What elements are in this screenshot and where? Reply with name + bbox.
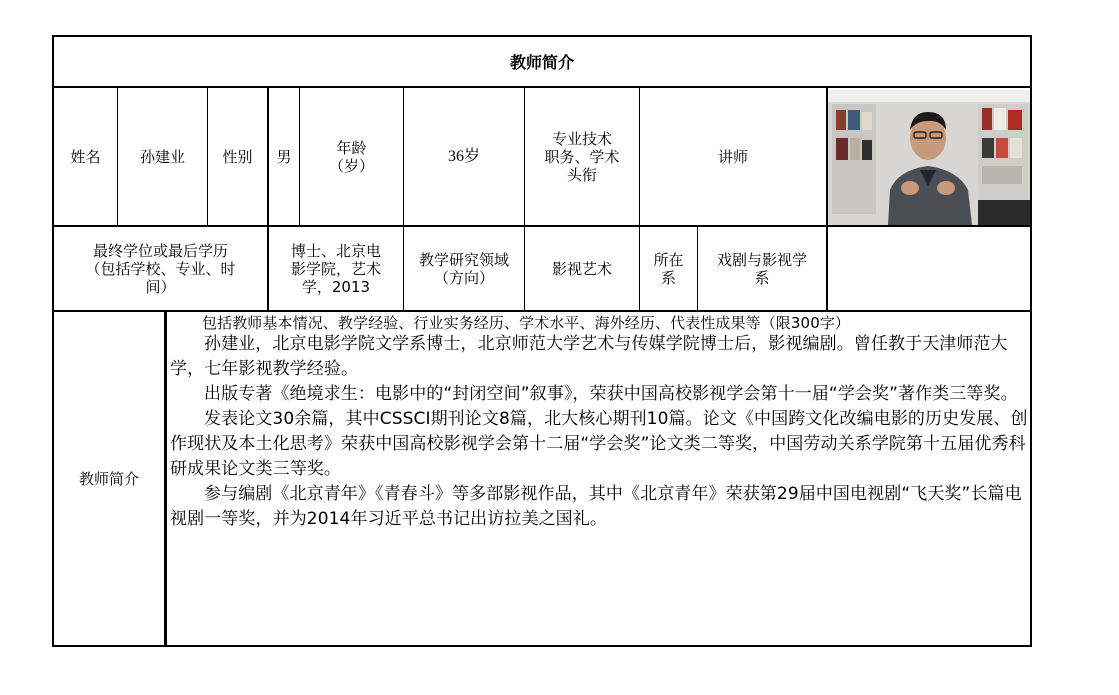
age-value: 36岁 xyxy=(447,147,480,165)
teacher-profile-table xyxy=(52,35,1032,647)
bio-label: 教师简介 xyxy=(78,469,139,488)
teacher-photo xyxy=(828,90,1030,225)
bio-hint: 包括教师基本情况、教学经验、行业实务经历、学术水平、海外经历、代表性成果等（限300字） xyxy=(202,314,851,332)
degree-label: 最终学位或最后学历 （包括学校、专业、时 间） xyxy=(85,241,236,296)
dept-label: 所在 系 xyxy=(653,250,684,287)
name-value: 孙建业 xyxy=(139,147,185,166)
gender-label: 性别 xyxy=(222,147,253,166)
portrait-image xyxy=(828,90,1030,225)
divider xyxy=(164,312,167,647)
bottom-border xyxy=(52,645,1032,647)
bio-paragraph: 孙建业，北京电影学院文学系博士，北京师范大学艺术与传媒学院博士后，影视编剧。曾任教于天津师范大学，七年影视教学经验。 xyxy=(170,334,1008,379)
name-label: 姓名 xyxy=(70,147,101,166)
rank-value: 讲师 xyxy=(717,147,748,166)
rank-label: 专业技术 职务、学术 头衔 xyxy=(544,129,620,184)
bio-content xyxy=(168,312,1030,645)
bio-paragraph: 发表论文30余篇，其中CSSCI期刊论文8篇，北大核心期刊10篇。论文《中国跨文化改编电影的历史发展、创作现状及本土化思考》荣获中国高校影视学会第十二届“学会奖”论文类二等奖，中国劳动关系学院第十五届优秀科研成果论文类三等奖。 xyxy=(170,409,1028,479)
age-label: 年龄 （岁） xyxy=(328,138,374,175)
degree-value: 博士、北京电 影学院，艺术 学，2013 xyxy=(290,241,381,296)
field-label: 教学研究领域 （方向） xyxy=(418,250,509,287)
field-value: 影视艺术 xyxy=(551,259,612,278)
right-border xyxy=(1030,88,1032,647)
dept-value: 戏剧与影视学 系 xyxy=(716,250,807,287)
bio-paragraph: 出版专著《绝境求生：电影中的“封闭空间”叙事》，荣获中国高校影视学会第十一届“学会奖”著作类三等奖。 xyxy=(204,384,1018,404)
gender-value: 男 xyxy=(276,147,292,166)
bio-paragraph: 参与编剧《北京青年》《青春斗》等多部影视作品，其中《北京青年》荣获第29届中国电视剧“飞天奖”长篇电视剧一等奖，并为2014年习近平总书记出访拉美之国礼。 xyxy=(170,484,1022,529)
table-title: 教师简介 xyxy=(52,35,1032,88)
